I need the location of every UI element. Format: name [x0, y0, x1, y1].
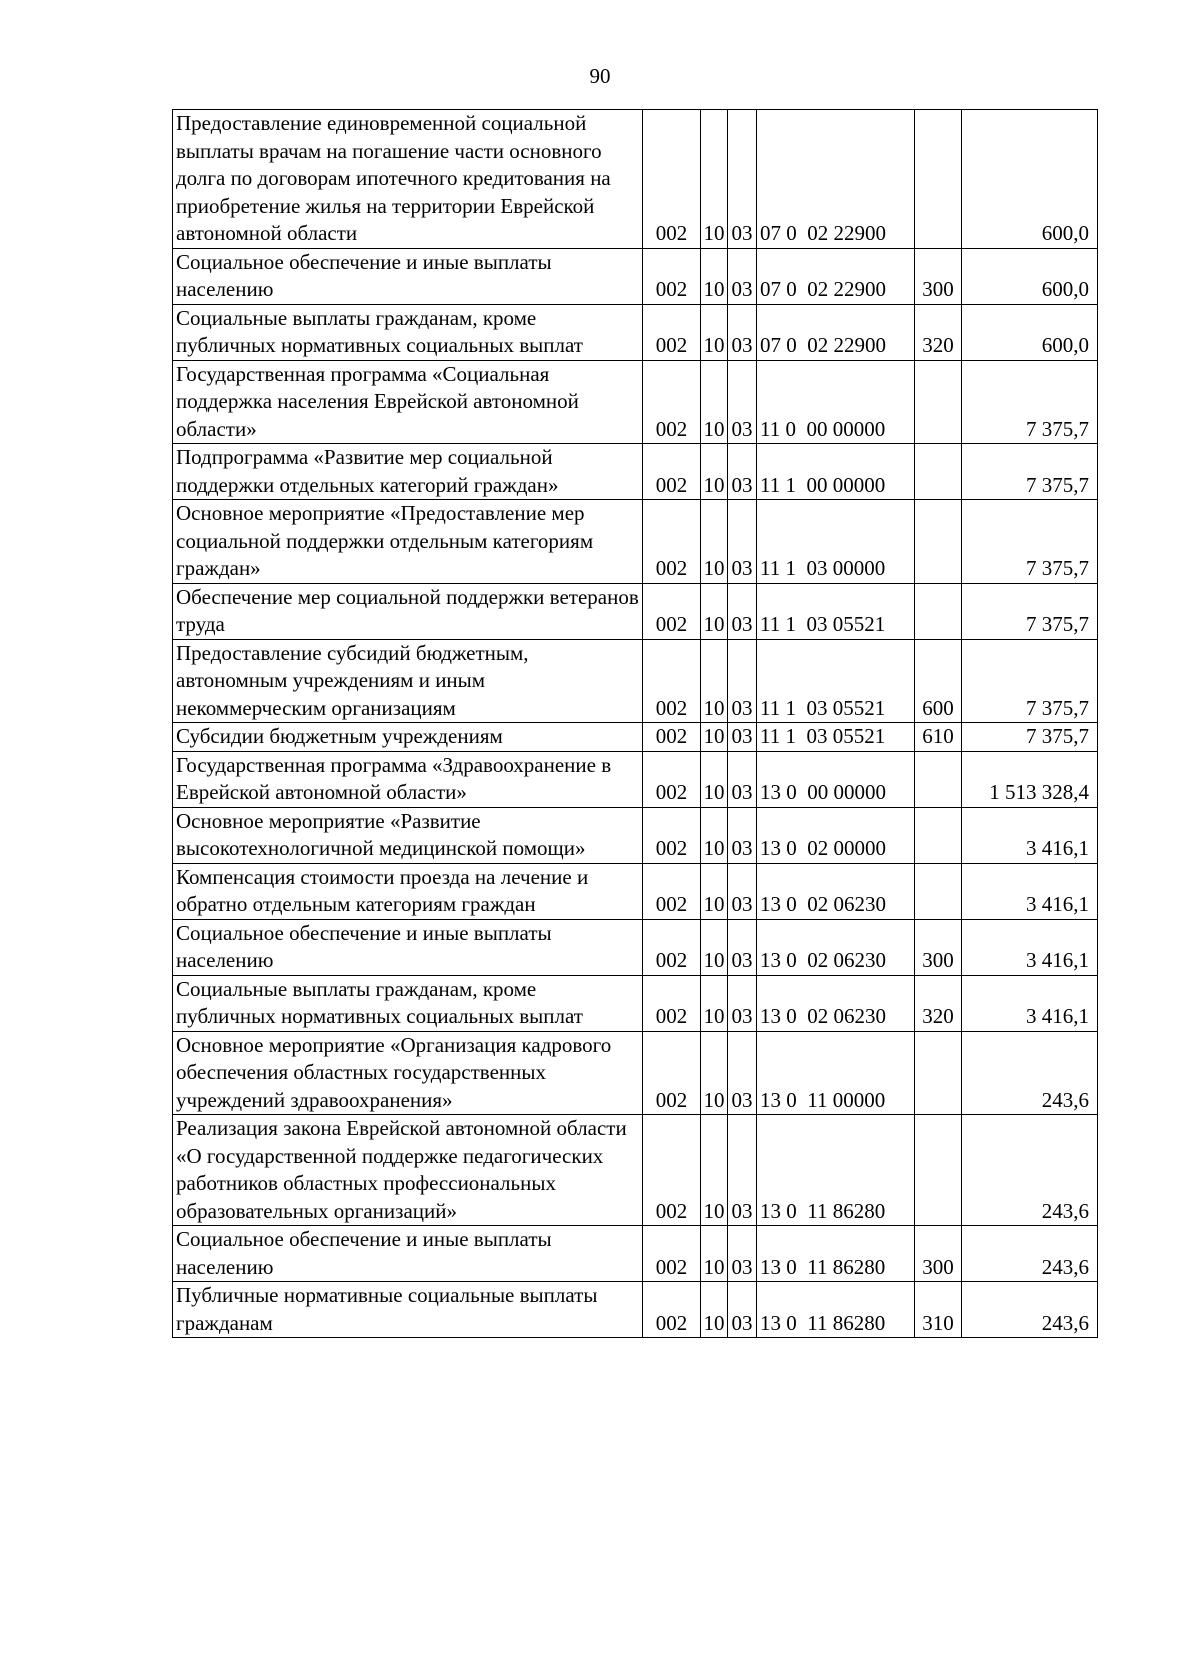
grbs-code-cell: 002	[643, 975, 701, 1031]
target-article-cell: 13 0 00 00000	[757, 751, 915, 807]
expense-type-cell	[915, 110, 962, 249]
expense-type-cell: 320	[915, 304, 962, 360]
subsection-code-cell: 03	[728, 360, 757, 444]
grbs-code-cell: 002	[643, 583, 701, 639]
subsection-code-cell: 03	[728, 1115, 757, 1226]
table-row	[173, 639, 1098, 723]
table-row	[173, 863, 1098, 919]
grbs-code-cell: 002	[643, 304, 701, 360]
expense-type-cell	[915, 863, 962, 919]
subsection-code-cell: 03	[728, 500, 757, 584]
grbs-code-cell: 002	[643, 1226, 701, 1282]
row-name-cell: Социальное обеспечение и иные выплаты населению	[173, 248, 643, 304]
section-code-cell: 10	[701, 1282, 728, 1338]
subsection-code-cell: 03	[728, 1282, 757, 1338]
subsection-code-cell: 03	[728, 110, 757, 249]
expense-type-cell	[915, 444, 962, 500]
target-article-cell: 11 1 03 00000	[757, 500, 915, 584]
amount-cell: 243,6	[962, 1282, 1098, 1338]
amount-cell: 7 375,7	[962, 360, 1098, 444]
section-code-cell: 10	[701, 919, 728, 975]
target-article-cell: 11 1 03 05521	[757, 723, 915, 752]
target-article-cell: 11 1 03 05521	[757, 639, 915, 723]
grbs-code-cell: 002	[643, 1031, 701, 1115]
amount-cell: 600,0	[962, 248, 1098, 304]
section-code-cell: 10	[701, 304, 728, 360]
expense-type-cell: 310	[915, 1282, 962, 1338]
expense-type-cell	[915, 751, 962, 807]
table-row	[173, 975, 1098, 1031]
section-code-cell: 10	[701, 110, 728, 249]
target-article-cell: 07 0 02 22900	[757, 304, 915, 360]
table-row	[173, 304, 1098, 360]
target-article-cell: 13 0 02 06230	[757, 975, 915, 1031]
table-row	[173, 919, 1098, 975]
expense-type-cell	[915, 500, 962, 584]
amount-cell: 243,6	[962, 1226, 1098, 1282]
amount-cell: 7 375,7	[962, 639, 1098, 723]
section-code-cell: 10	[701, 863, 728, 919]
section-code-cell: 10	[701, 1115, 728, 1226]
expense-type-cell: 600	[915, 639, 962, 723]
target-article-cell: 11 1 03 05521	[757, 583, 915, 639]
amount-cell: 7 375,7	[962, 583, 1098, 639]
amount-cell: 3 416,1	[962, 919, 1098, 975]
expense-type-cell	[915, 1115, 962, 1226]
grbs-code-cell: 002	[643, 360, 701, 444]
budget-table	[172, 109, 1098, 1338]
section-code-cell: 10	[701, 248, 728, 304]
subsection-code-cell: 03	[728, 639, 757, 723]
expense-type-cell: 300	[915, 248, 962, 304]
amount-cell: 243,6	[962, 1031, 1098, 1115]
row-name-cell: Социальные выплаты гражданам, кроме публичных нормативных социальных выплат	[173, 975, 643, 1031]
target-article-cell: 13 0 11 86280	[757, 1226, 915, 1282]
section-code-cell: 10	[701, 1031, 728, 1115]
row-name-cell: Социальное обеспечение и иные выплаты населению	[173, 919, 643, 975]
table-row	[173, 751, 1098, 807]
amount-cell: 600,0	[962, 110, 1098, 249]
row-name-cell: Государственная программа «Здравоохранение в Еврейской автономной области»	[173, 751, 643, 807]
grbs-code-cell: 002	[643, 807, 701, 863]
table-row	[173, 1115, 1098, 1226]
row-name-cell: Компенсация стоимости проезда на лечение и обратно отдельным категориям граждан	[173, 863, 643, 919]
expense-type-cell: 300	[915, 1226, 962, 1282]
amount-cell: 1 513 328,4	[962, 751, 1098, 807]
subsection-code-cell: 03	[728, 975, 757, 1031]
subsection-code-cell: 03	[728, 807, 757, 863]
budget-table-body	[173, 110, 1098, 1338]
target-article-cell: 11 0 00 00000	[757, 360, 915, 444]
grbs-code-cell: 002	[643, 919, 701, 975]
amount-cell: 3 416,1	[962, 863, 1098, 919]
subsection-code-cell: 03	[728, 723, 757, 752]
row-name-cell: Основное мероприятие «Организация кадрового обеспечения областных государственных учреждений здравоохранения»	[173, 1031, 643, 1115]
expense-type-cell	[915, 1031, 962, 1115]
row-name-cell: Подпрограмма «Развитие мер социальной поддержки отдельных категорий граждан»	[173, 444, 643, 500]
table-row	[173, 807, 1098, 863]
amount-cell: 3 416,1	[962, 807, 1098, 863]
grbs-code-cell: 002	[643, 248, 701, 304]
amount-cell: 3 416,1	[962, 975, 1098, 1031]
table-row	[173, 360, 1098, 444]
target-article-cell: 07 0 02 22900	[757, 110, 915, 249]
target-article-cell: 13 0 02 00000	[757, 807, 915, 863]
row-name-cell: Основное мероприятие «Предоставление мер социальной поддержки отдельным категориям граждан»	[173, 500, 643, 584]
subsection-code-cell: 03	[728, 444, 757, 500]
amount-cell: 7 375,7	[962, 723, 1098, 752]
subsection-code-cell: 03	[728, 1031, 757, 1115]
table-row	[173, 248, 1098, 304]
row-name-cell: Социальные выплаты гражданам, кроме публичных нормативных социальных выплат	[173, 304, 643, 360]
row-name-cell: Субсидии бюджетным учреждениям	[173, 723, 643, 752]
expense-type-cell	[915, 807, 962, 863]
table-row	[173, 110, 1098, 249]
grbs-code-cell: 002	[643, 444, 701, 500]
expense-type-cell: 610	[915, 723, 962, 752]
row-name-cell: Предоставление субсидий бюджетным, автономным учреждениям и иным некоммерческим организациям	[173, 639, 643, 723]
section-code-cell: 10	[701, 975, 728, 1031]
table-row	[173, 500, 1098, 584]
amount-cell: 600,0	[962, 304, 1098, 360]
section-code-cell: 10	[701, 444, 728, 500]
subsection-code-cell: 03	[728, 583, 757, 639]
subsection-code-cell: 03	[728, 919, 757, 975]
grbs-code-cell: 002	[643, 1282, 701, 1338]
target-article-cell: 11 1 00 00000	[757, 444, 915, 500]
table-row	[173, 723, 1098, 752]
page-number: 90	[589, 64, 611, 88]
grbs-code-cell: 002	[643, 751, 701, 807]
target-article-cell: 13 0 11 86280	[757, 1282, 915, 1338]
section-code-cell: 10	[701, 500, 728, 584]
target-article-cell: 07 0 02 22900	[757, 248, 915, 304]
target-article-cell: 13 0 02 06230	[757, 863, 915, 919]
row-name-cell: Основное мероприятие «Развитие высокотехнологичной медицинской помощи»	[173, 807, 643, 863]
section-code-cell: 10	[701, 583, 728, 639]
section-code-cell: 10	[701, 639, 728, 723]
subsection-code-cell: 03	[728, 863, 757, 919]
grbs-code-cell: 002	[643, 863, 701, 919]
expense-type-cell: 300	[915, 919, 962, 975]
table-row	[173, 583, 1098, 639]
section-code-cell: 10	[701, 360, 728, 444]
subsection-code-cell: 03	[728, 751, 757, 807]
row-name-cell: Государственная программа «Социальная поддержка населения Еврейской автономной области»	[173, 360, 643, 444]
section-code-cell: 10	[701, 807, 728, 863]
expense-type-cell: 320	[915, 975, 962, 1031]
section-code-cell: 10	[701, 723, 728, 752]
row-name-cell: Публичные нормативные социальные выплаты гражданам	[173, 1282, 643, 1338]
row-name-cell: Социальное обеспечение и иные выплаты населению	[173, 1226, 643, 1282]
target-article-cell: 13 0 11 00000	[757, 1031, 915, 1115]
table-row	[173, 444, 1098, 500]
subsection-code-cell: 03	[728, 1226, 757, 1282]
grbs-code-cell: 002	[643, 1115, 701, 1226]
amount-cell: 7 375,7	[962, 500, 1098, 584]
table-row	[173, 1282, 1098, 1338]
grbs-code-cell: 002	[643, 500, 701, 584]
grbs-code-cell: 002	[643, 723, 701, 752]
table-row	[173, 1031, 1098, 1115]
section-code-cell: 10	[701, 751, 728, 807]
target-article-cell: 13 0 02 06230	[757, 919, 915, 975]
section-code-cell: 10	[701, 1226, 728, 1282]
grbs-code-cell: 002	[643, 110, 701, 249]
amount-cell: 243,6	[962, 1115, 1098, 1226]
subsection-code-cell: 03	[728, 304, 757, 360]
subsection-code-cell: 03	[728, 248, 757, 304]
row-name-cell: Реализация закона Еврейской автономной области «О государственной поддержке педагогических работников областных профессиональных образовательных организаций»	[173, 1115, 643, 1226]
expense-type-cell	[915, 360, 962, 444]
table-row	[173, 1226, 1098, 1282]
row-name-cell: Предоставление единовременной социальной выплаты врачам на погашение части основного долга по договорам ипотечного кредитования на приобретение жилья на территории Еврейской автономной области	[173, 110, 643, 249]
amount-cell: 7 375,7	[962, 444, 1098, 500]
row-name-cell: Обеспечение мер социальной поддержки ветеранов труда	[173, 583, 643, 639]
expense-type-cell	[915, 583, 962, 639]
grbs-code-cell: 002	[643, 639, 701, 723]
target-article-cell: 13 0 11 86280	[757, 1115, 915, 1226]
